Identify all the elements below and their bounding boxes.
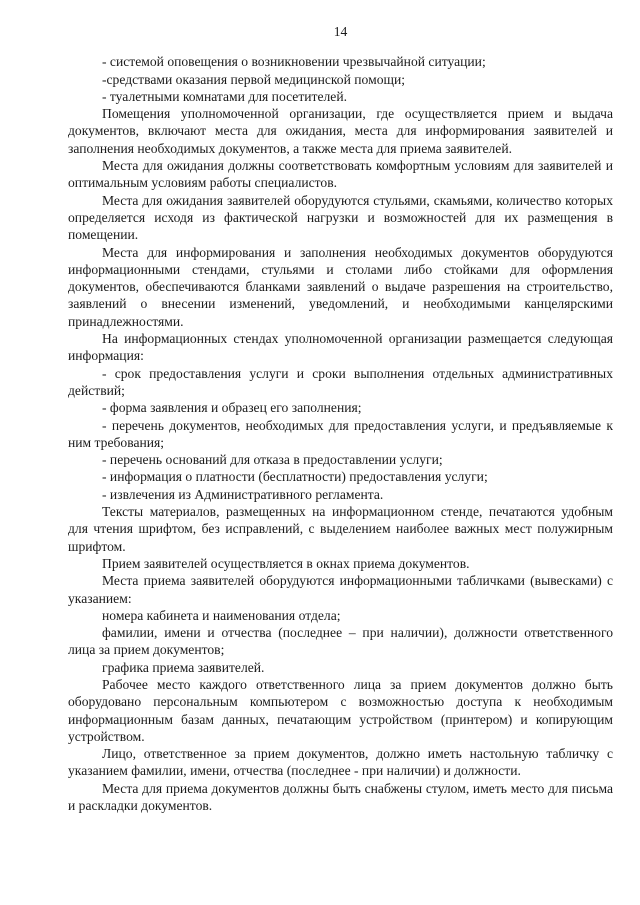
list-item-schedule: графика приема заявителей. xyxy=(102,659,265,675)
list-item-fee: - информация о платности (бесплатности) предоставления услуги; xyxy=(102,469,488,485)
list-item-refusal-grounds: - перечень оснований для отказа в предоставлении услуги; xyxy=(102,452,443,468)
paragraph-desk-sign: Лицо, ответственное за прием документов, должно иметь настольную табличку с указанием фамилии, имени, отчества (последнее - при наличии) и должности. xyxy=(68,746,613,779)
paragraph-premises: Помещения уполномоченной организации, где осуществляется прием и выдача документов, включают места для ожидания, места для информирования заявителей и заполнения необходимых документов, а также места для приема заявителей. xyxy=(68,106,613,156)
document-page xyxy=(68,23,613,814)
list-item-first-aid: -средствами оказания первой медицинской помощи; xyxy=(102,71,406,87)
paragraph-waiting-comfort: Места для ожидания должны соответствовать комфортным условиям для заявителей и оптимальным условиям работы специалистов. xyxy=(68,158,613,191)
paragraph-reception-windows: Прием заявителей осуществляется в окнах приема документов. xyxy=(102,555,470,571)
paragraph-info-places: Места для информирования и заполнения необходимых документов оборудуются информационными стендами, стульями и столами либо стойками для оформления документов, обеспечиваются бланками заявлений о выдаче разрешения на строительство, заявлений о внесении изменений, уведомлений, и необходимыми канцелярскими принадлежностями. xyxy=(68,244,613,329)
list-item-extracts: - извлечения из Административного регламента. xyxy=(102,486,384,502)
paragraph-waiting-seats: Места для ожидания заявителей оборудуются стульями, скамьями, количество которых определяется исходя из фактической нагрузки и возможностей для их размещения в помещении. xyxy=(68,192,613,243)
list-item-form: - форма заявления и образец его заполнения; xyxy=(102,400,362,416)
paragraph-reception-signs: Места приема заявителей оборудуются информационными табличками (вывесками) с указанием: xyxy=(68,573,613,606)
paragraph-fio: фамилии, имени и отчества (последнее – при наличии), должности ответственного лица за прием документов; xyxy=(68,625,613,658)
list-item-cabinet: номера кабинета и наименования отдела; xyxy=(102,607,341,623)
paragraph-reception-places: Места для приема документов должны быть снабжены стулом, иметь место для письма и раскладки документов. xyxy=(68,780,613,814)
paragraph-docs-list: - перечень документов, необходимых для предоставления услуги, и предъявляемые к ним требования; xyxy=(68,417,613,450)
list-item-warning-system: - системой оповещения о возникновении чрезвычайной ситуации; xyxy=(102,54,486,70)
page-number: 14 xyxy=(333,24,348,39)
paragraph-terms: - срок предоставления услуги и сроки выполнения отдельных административных действий; xyxy=(68,365,613,398)
paragraph-info-stands: На информационных стендах уполномоченной организации размещается следующая информация: xyxy=(68,331,613,364)
paragraph-materials: Тексты материалов, размещенных на информационном стенде, печатаются удобным для чтения шрифтом, без исправлений, с выделением наиболее важных мест полужирным шрифтом. xyxy=(68,504,613,554)
paragraph-workplace: Рабочее место каждого ответственного лица за прием документов должно быть оборудовано персональным компьютером с возможностью доступа к необходимым информационным базам данных, печатающим устройством (принтером) и копирующим устройством. xyxy=(68,676,613,744)
list-item-toilets: - туалетными комнатами для посетителей. xyxy=(102,88,347,104)
